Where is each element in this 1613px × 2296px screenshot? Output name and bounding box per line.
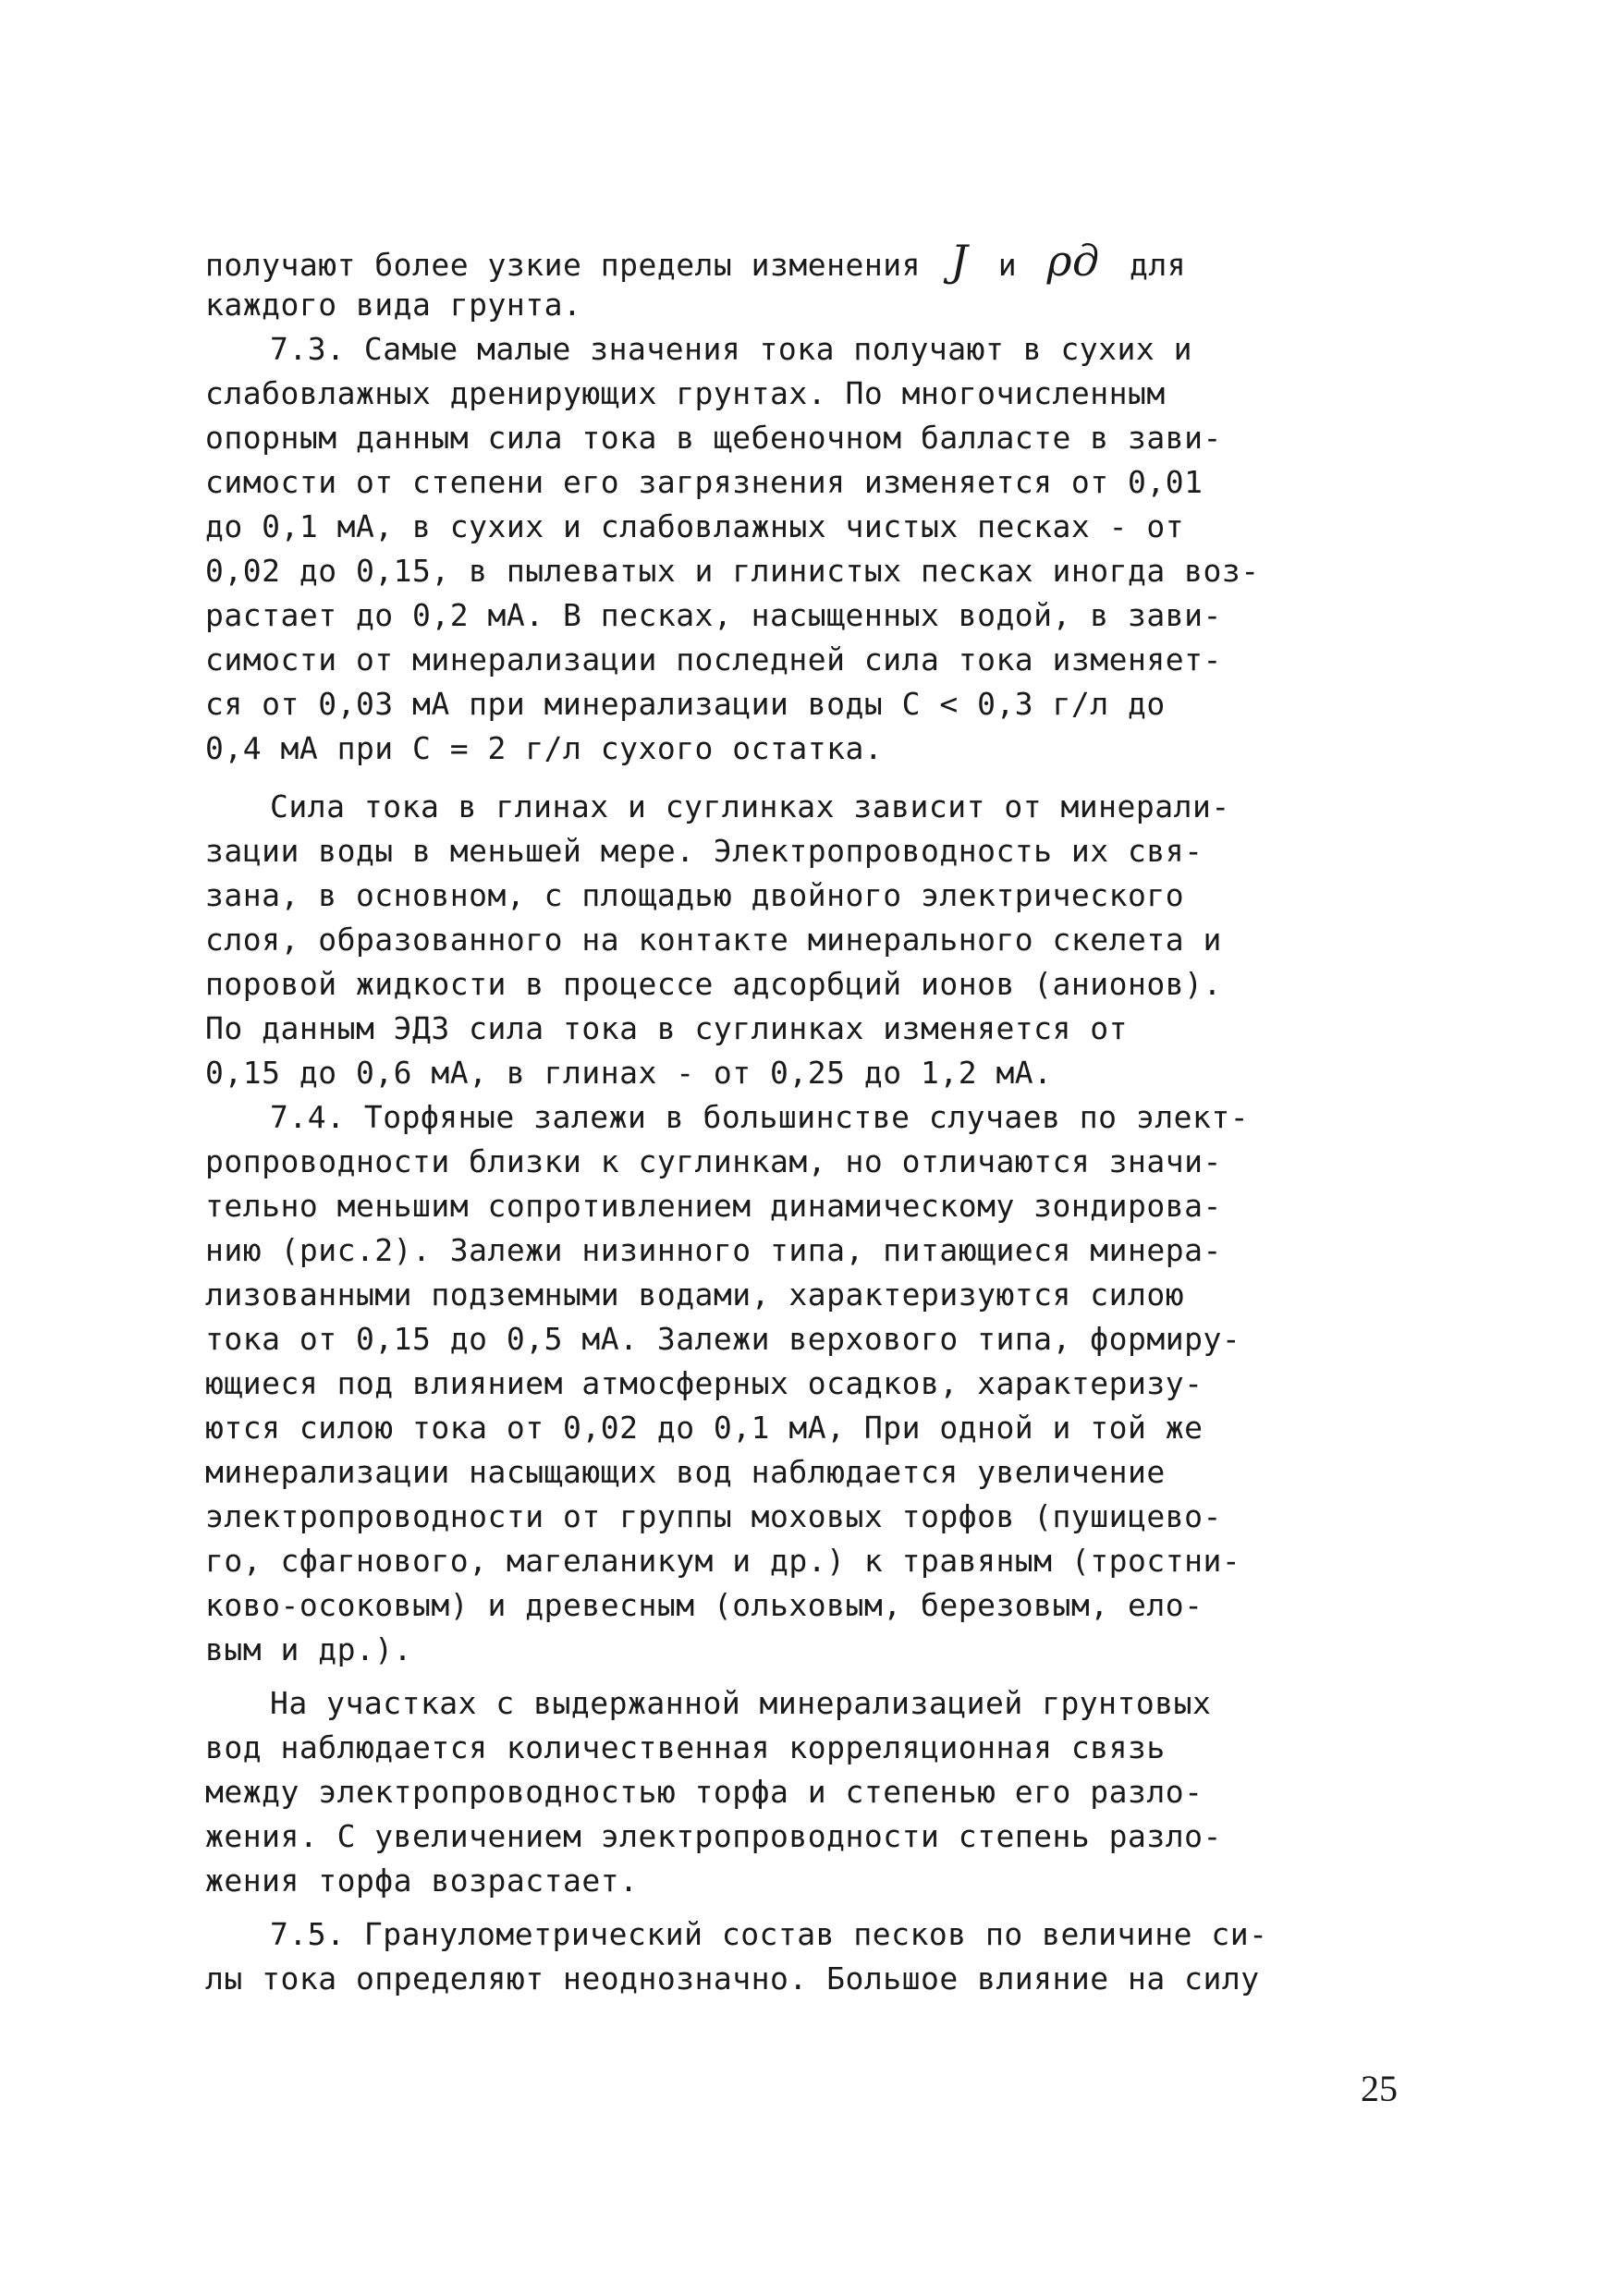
text-line-1 <box>205 238 1435 287</box>
text-line: слоя, образованного на контакте минерального скелета и <box>205 922 1222 958</box>
text-line: симости от минерализации последней сила тока изменяет- <box>205 641 1222 678</box>
text-line: 7.4. Торфяные залежи в большинстве случаев по элект- <box>270 1099 1250 1135</box>
text-line: лы тока определяют неоднозначно. Большое влияние на силу <box>205 1960 1260 1997</box>
text-line: поровой жидкости в процессе адсорбций ионов (анионов). <box>205 966 1222 1002</box>
text-line: вод наблюдается количественная корреляционная связь <box>205 1729 1166 1765</box>
text-segment: для <box>1130 247 1187 283</box>
text-line: каждого вида грунта. <box>205 287 582 323</box>
text-line: минерализации насыщающих вод наблюдается увеличение <box>205 1454 1166 1490</box>
text-line: ропроводности близки к суглинкам, но отличаются значи- <box>205 1143 1222 1179</box>
text-line: электропроводности от группы моховых торфов (пушицево- <box>205 1498 1222 1534</box>
text-segment: и <box>997 247 1018 283</box>
text-line: растает до 0,2 мА. В песках, насыщенных водой, в зави- <box>205 597 1222 633</box>
text-line: По данным ЭДЗ сила тока в суглинках изменяется от <box>205 1010 1129 1046</box>
text-line: 0,02 до 0,15, в пылеватых и глинистых песках иногда воз- <box>205 553 1260 589</box>
text-line: нию (рис.2). Залежи низинного типа, питающиеся минера- <box>205 1232 1222 1268</box>
text-line: ются силою тока от 0,02 до 0,1 мА, При одной и той же <box>205 1410 1204 1446</box>
text-line: 0,4 мА при C = 2 г/л сухого остатка. <box>205 730 884 766</box>
symbol-rho: ρд <box>1046 236 1100 286</box>
text-line: лизованными подземными водами, характеризуются силою <box>205 1276 1185 1313</box>
text-line: между электропроводностью торфа и степенью его разло- <box>205 1774 1204 1810</box>
text-line: зана, в основном, с площадью двойного электрического <box>205 877 1185 913</box>
page-number: 25 <box>1361 2068 1398 2109</box>
text-line: тельно меньшим сопротивлением динамическому зондирова- <box>205 1188 1222 1224</box>
text-line: го, сфагнового, магеланикум и др.) к травяным (тростни- <box>205 1543 1241 1579</box>
text-line: жения торфа возрастает. <box>205 1862 639 1899</box>
text-line: Сила тока в глинах и суглинках зависит от минерали- <box>270 788 1230 824</box>
text-line: ково-осоковым) и древесным (ольховым, березовым, ело- <box>205 1587 1204 1623</box>
text-line: до 0,1 мА, в сухих и слабовлажных чистых песках - от <box>205 508 1185 544</box>
text-line: опорным данным сила тока в щебеночном балласте в зави- <box>205 420 1222 456</box>
text-line: тока от 0,15 до 0,5 мА. Залежи верхового типа, формиру- <box>205 1321 1241 1357</box>
text-line: 7.5. Гранулометрический состав песков по величине си- <box>270 1916 1268 1952</box>
text-line: 0,15 до 0,6 мА, в глинах - от 0,25 до 1,2 мА. <box>205 1055 1053 1091</box>
text-line: вым и др.). <box>205 1631 413 1667</box>
text-line: жения. С увеличением электропроводности степень разло- <box>205 1818 1222 1854</box>
text-line: симости от степени его загрязнения изменяется от 0,01 <box>205 464 1204 500</box>
text-line: На участках с выдержанной минерализацией грунтовых <box>270 1685 1212 1721</box>
text-segment: получают более узкие пределы изменения <box>205 247 921 283</box>
text-line: ся от 0,03 мА при минерализации воды C < 0,3 г/л до <box>205 686 1166 722</box>
text-line: зации воды в меньшей мере. Электропроводность их свя- <box>205 833 1204 869</box>
symbol-j: J <box>950 236 969 286</box>
text-line: 7.3. Самые малые значения тока получают в сухих и <box>270 331 1193 367</box>
text-line: слабовлажных дренирующих грунтах. По многочисленным <box>205 375 1166 411</box>
text-line: ющиеся под влиянием атмосферных осадков, характеризу- <box>205 1365 1204 1401</box>
